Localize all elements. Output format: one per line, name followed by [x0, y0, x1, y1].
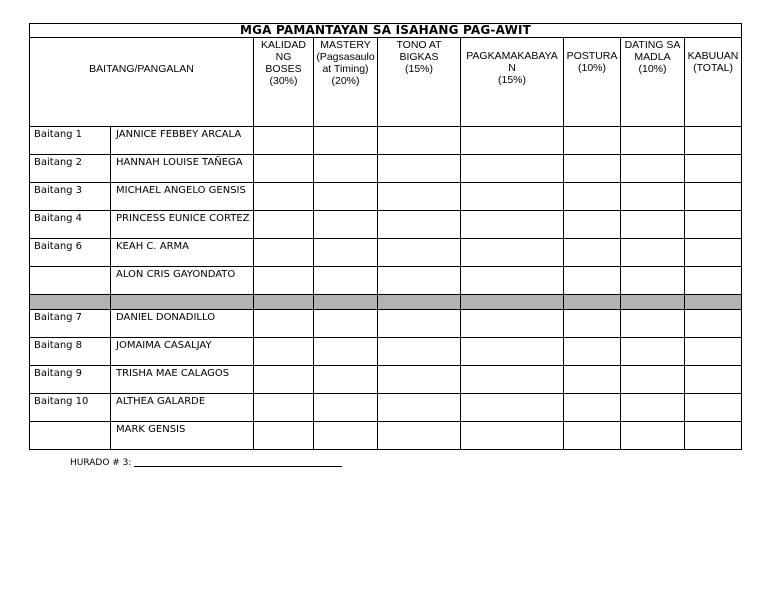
score-cell[interactable]	[254, 267, 314, 295]
score-cell[interactable]	[564, 183, 621, 211]
table-row	[30, 338, 742, 366]
score-cell[interactable]	[685, 422, 742, 450]
score-cell[interactable]	[621, 211, 685, 239]
juror-signature-line[interactable]	[134, 466, 342, 467]
score-cell[interactable]	[254, 211, 314, 239]
score-cell[interactable]	[564, 310, 621, 338]
name-cell	[111, 267, 254, 295]
score-cell[interactable]	[314, 338, 378, 366]
table-row	[30, 310, 742, 338]
score-cell[interactable]	[254, 366, 314, 394]
score-cell[interactable]	[314, 239, 378, 267]
score-cell[interactable]	[621, 366, 685, 394]
score-cell[interactable]	[564, 422, 621, 450]
grade-label: Baitang 2	[34, 157, 83, 168]
score-cell[interactable]	[314, 366, 378, 394]
name-cell	[111, 394, 254, 422]
contestant-name: MARK GENSIS	[116, 424, 186, 435]
score-cell[interactable]	[621, 394, 685, 422]
criteria-header	[621, 38, 685, 127]
grade-label	[30, 267, 110, 269]
score-cell[interactable]	[378, 155, 461, 183]
score-cell[interactable]	[685, 267, 742, 295]
score-cell[interactable]	[378, 366, 461, 394]
separator-cell	[314, 295, 378, 310]
separator-row	[30, 295, 742, 310]
contestant-name: ALTHEA GALARDE	[116, 396, 206, 407]
grade-cell	[30, 394, 111, 422]
criteria-header	[461, 38, 564, 127]
grade-cell	[30, 366, 111, 394]
table-row	[30, 183, 742, 211]
contestant-name: PRINCESS EUNICE CORTEZ	[116, 213, 250, 224]
score-cell[interactable]	[254, 183, 314, 211]
score-cell[interactable]	[314, 422, 378, 450]
grade-cell	[30, 338, 111, 366]
contestant-name: JOMAIMA CASALJAY	[116, 340, 212, 351]
juror-label: HURADO # 3:	[70, 458, 132, 468]
contestant-name: TRISHA MAE CALAGOS	[116, 368, 230, 379]
grade-label	[30, 422, 110, 424]
name-cell	[111, 211, 254, 239]
score-cell[interactable]	[621, 338, 685, 366]
score-cell[interactable]	[314, 267, 378, 295]
score-cell[interactable]	[378, 211, 461, 239]
criteria-header-label: TONO AT BIGKAS (15%)	[396, 39, 442, 75]
score-cell[interactable]	[461, 183, 564, 211]
grade-label: Baitang 8	[34, 340, 83, 351]
score-cell[interactable]	[461, 394, 564, 422]
score-cell[interactable]	[685, 394, 742, 422]
criteria-header-label: KABUUAN (TOTAL)	[687, 50, 739, 74]
contestant-name: HANNAH LOUISE TAÑEGA	[116, 157, 243, 168]
grade-cell	[30, 155, 111, 183]
score-cell[interactable]	[314, 211, 378, 239]
criteria-header-label: KALIDAD NG BOSES (30%)	[261, 39, 306, 87]
score-cell[interactable]	[378, 127, 461, 155]
score-cell[interactable]	[564, 127, 621, 155]
separator-cell	[621, 295, 685, 310]
score-cell[interactable]	[621, 239, 685, 267]
separator-cell	[685, 295, 742, 310]
score-cell[interactable]	[461, 267, 564, 295]
score-cell[interactable]	[254, 155, 314, 183]
grade-label: Baitang 7	[34, 312, 83, 323]
score-cell[interactable]	[564, 267, 621, 295]
score-cell[interactable]	[685, 239, 742, 267]
table-row	[30, 155, 742, 183]
table-row	[30, 127, 742, 155]
grade-cell	[30, 239, 111, 267]
contestant-name: DANIEL DONADILLO	[116, 312, 216, 323]
name-cell	[111, 239, 254, 267]
contestant-name: ALON CRIS GAYONDATO	[116, 269, 236, 280]
score-cell[interactable]	[685, 366, 742, 394]
separator-cell	[378, 295, 461, 310]
score-cell[interactable]	[685, 127, 742, 155]
grade-cell	[30, 310, 111, 338]
table-row	[30, 394, 742, 422]
score-cell[interactable]	[378, 338, 461, 366]
score-cell[interactable]	[621, 155, 685, 183]
score-cell[interactable]	[461, 422, 564, 450]
name-cell	[111, 155, 254, 183]
criteria-header	[564, 38, 621, 127]
score-cell[interactable]	[314, 394, 378, 422]
criteria-header	[685, 38, 742, 127]
separator-cell	[30, 295, 111, 310]
grade-name-header	[30, 38, 254, 127]
score-cell[interactable]	[254, 422, 314, 450]
grade-label: Baitang 6	[34, 241, 83, 252]
table-row	[30, 239, 742, 267]
score-cell[interactable]	[254, 239, 314, 267]
grade-cell	[30, 422, 111, 450]
score-cell[interactable]	[378, 267, 461, 295]
grade-name-header-label: BAITANG/PANGALAN	[89, 63, 194, 75]
score-cell[interactable]	[461, 366, 564, 394]
score-cell[interactable]	[685, 155, 742, 183]
score-cell[interactable]	[314, 155, 378, 183]
table-row	[30, 366, 742, 394]
grade-label: Baitang 10	[34, 396, 89, 407]
grade-label: Baitang 1	[34, 129, 83, 140]
criteria-header	[378, 38, 461, 127]
score-cell[interactable]	[378, 422, 461, 450]
score-cell[interactable]	[461, 127, 564, 155]
score-cell[interactable]	[564, 155, 621, 183]
grade-cell	[30, 127, 111, 155]
separator-cell	[254, 295, 314, 310]
separator-cell	[111, 295, 254, 310]
name-cell	[111, 366, 254, 394]
score-cell[interactable]	[564, 338, 621, 366]
score-cell[interactable]	[685, 211, 742, 239]
criteria-header-label: DATING SA MADLA (10%)	[624, 39, 681, 75]
score-cell[interactable]	[461, 155, 564, 183]
score-cell[interactable]	[461, 338, 564, 366]
table-row	[30, 211, 742, 239]
score-cell[interactable]	[564, 394, 621, 422]
score-cell[interactable]	[685, 183, 742, 211]
score-cell[interactable]	[461, 211, 564, 239]
grade-label: Baitang 3	[34, 185, 83, 196]
name-cell	[111, 338, 254, 366]
name-cell	[111, 127, 254, 155]
score-cell[interactable]	[254, 310, 314, 338]
grade-cell	[30, 211, 111, 239]
name-cell	[111, 422, 254, 450]
score-cell[interactable]	[621, 310, 685, 338]
grade-cell	[30, 267, 111, 295]
score-cell[interactable]	[621, 127, 685, 155]
separator-cell	[564, 295, 621, 310]
score-cell[interactable]	[378, 183, 461, 211]
score-cell[interactable]	[621, 422, 685, 450]
table-row	[30, 267, 742, 295]
score-cell[interactable]	[621, 183, 685, 211]
score-cell[interactable]	[621, 267, 685, 295]
grade-cell	[30, 183, 111, 211]
scoring-table	[29, 23, 742, 450]
score-cell[interactable]	[685, 338, 742, 366]
contestant-name: KEAH C. ARMA	[116, 241, 190, 252]
name-cell	[111, 310, 254, 338]
score-cell[interactable]	[314, 310, 378, 338]
criteria-header-label: MASTERY (Pagsasaulo at Timing) (20%)	[316, 39, 375, 87]
sheet-title: MGA PAMANTAYAN SA ISAHANG PAG-AWIT	[30, 24, 742, 38]
criteria-header-label: PAGKAMAKABAYA N (15%)	[466, 50, 558, 86]
score-cell[interactable]	[461, 239, 564, 267]
score-cell[interactable]	[254, 394, 314, 422]
score-cell[interactable]	[254, 127, 314, 155]
contestant-name: MICHAEL ANGELO GENSIS	[116, 185, 246, 196]
separator-cell	[461, 295, 564, 310]
score-cell[interactable]	[564, 211, 621, 239]
score-cell[interactable]	[314, 183, 378, 211]
grade-label: Baitang 9	[34, 368, 83, 379]
criteria-header	[314, 38, 378, 127]
score-cell[interactable]	[378, 394, 461, 422]
score-cell[interactable]	[564, 366, 621, 394]
score-cell[interactable]	[685, 310, 742, 338]
score-cell[interactable]	[314, 127, 378, 155]
score-cell[interactable]	[564, 239, 621, 267]
criteria-header-label: POSTURA (10%)	[566, 50, 618, 74]
contestant-name: JANNICE FEBBEY ARCALA	[116, 129, 242, 140]
grade-label: Baitang 4	[34, 213, 83, 224]
table-row	[30, 422, 742, 450]
score-cell[interactable]	[254, 338, 314, 366]
criteria-header	[254, 38, 314, 127]
score-cell[interactable]	[378, 239, 461, 267]
score-cell[interactable]	[378, 310, 461, 338]
name-cell	[111, 183, 254, 211]
score-cell[interactable]	[461, 310, 564, 338]
